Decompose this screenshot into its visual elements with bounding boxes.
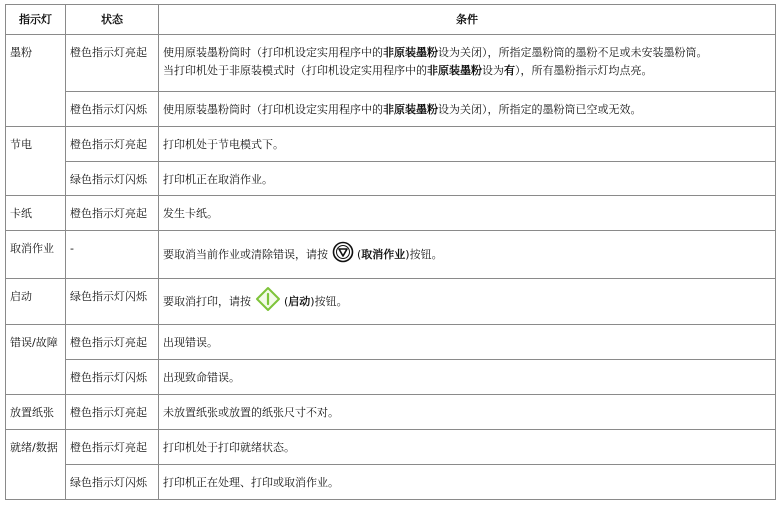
indicator-table: [5, 4, 776, 500]
condition-cell: 未放置纸张或放置的纸张尺寸不对。: [159, 395, 776, 430]
condition-cell: [159, 35, 776, 92]
condition-line: 要取消当前作业或清除错误，请按 (取消作业)按钮。: [163, 248, 443, 261]
state-cell: 橙色指示灯亮起: [66, 196, 159, 231]
condition-cell: 出现错误。: [159, 325, 776, 360]
indicator-start: 启动: [6, 279, 66, 325]
state-cell: 橙色指示灯亮起: [66, 127, 159, 162]
condition-line: 当打印机处于非原装模式时（打印机设定实用程序中的非原装墨粉设为有），所有墨粉指示灯均点亮。: [163, 64, 653, 77]
state-cell: 绿色指示灯闪烁: [66, 162, 159, 196]
state-cell: 橙色指示灯闪烁: [66, 92, 159, 127]
state-cell: 橙色指示灯闪烁: [66, 360, 159, 395]
table-row: [6, 35, 776, 92]
state-cell: 绿色指示灯闪烁: [66, 279, 159, 325]
condition-cell: [159, 231, 776, 279]
condition-line: 使用原装墨粉筒时（打印机设定实用程序中的非原装墨粉设为关闭），所指定墨粉筒的墨粉不足或未安装墨粉筒。: [163, 46, 708, 59]
table-row: [6, 92, 776, 127]
condition-line: 使用原装墨粉筒时（打印机设定实用程序中的非原装墨粉设为关闭），所指定的墨粉筒已空或无效。: [163, 103, 642, 116]
state-cell: 橙色指示灯亮起: [66, 430, 159, 465]
indicator-cancel: 取消作业: [6, 231, 66, 279]
table-row: [6, 127, 776, 162]
condition-cell: [159, 92, 776, 127]
header-row: [6, 5, 776, 35]
indicator-powersave: 节电: [6, 127, 66, 196]
condition-cell: 打印机正在取消作业。: [159, 162, 776, 196]
condition-cell: 打印机处于节电模式下。: [159, 127, 776, 162]
indicator-toner: 墨粉: [6, 35, 66, 127]
cancel-job-icon: [332, 241, 354, 269]
condition-cell: 打印机处于打印就绪状态。: [159, 430, 776, 465]
condition-cell: 出现致命错误。: [159, 360, 776, 395]
table-row: [6, 325, 776, 360]
indicator-jam: 卡纸: [6, 196, 66, 231]
table-row: [6, 279, 776, 325]
state-cell: 橙色指示灯亮起: [66, 35, 159, 92]
condition-cell: 发生卡纸。: [159, 196, 776, 231]
header-condition: 条件: [159, 5, 776, 35]
state-cell: 橙色指示灯亮起: [66, 325, 159, 360]
table-row: [6, 360, 776, 395]
table-row: [6, 395, 776, 430]
table-row: [6, 465, 776, 500]
state-cell: 橙色指示灯亮起: [66, 395, 159, 430]
header-state: 状态: [66, 5, 159, 35]
indicator-error: 错误/故障: [6, 325, 66, 395]
table-row: [6, 231, 776, 279]
start-icon: [255, 286, 281, 318]
table-row: [6, 162, 776, 196]
condition-cell: 打印机正在处理、打印或取消作业。: [159, 465, 776, 500]
indicator-ready: 就绪/数据: [6, 430, 66, 500]
header-indicator: 指示灯: [6, 5, 66, 35]
state-cell: 绿色指示灯闪烁: [66, 465, 159, 500]
indicator-paper: 放置纸张: [6, 395, 66, 430]
state-cell: -: [66, 231, 159, 279]
table-row: [6, 430, 776, 465]
table-row: [6, 196, 776, 231]
condition-cell: [159, 279, 776, 325]
condition-line: 要取消打印，请按 (启动)按钮。: [163, 295, 348, 308]
